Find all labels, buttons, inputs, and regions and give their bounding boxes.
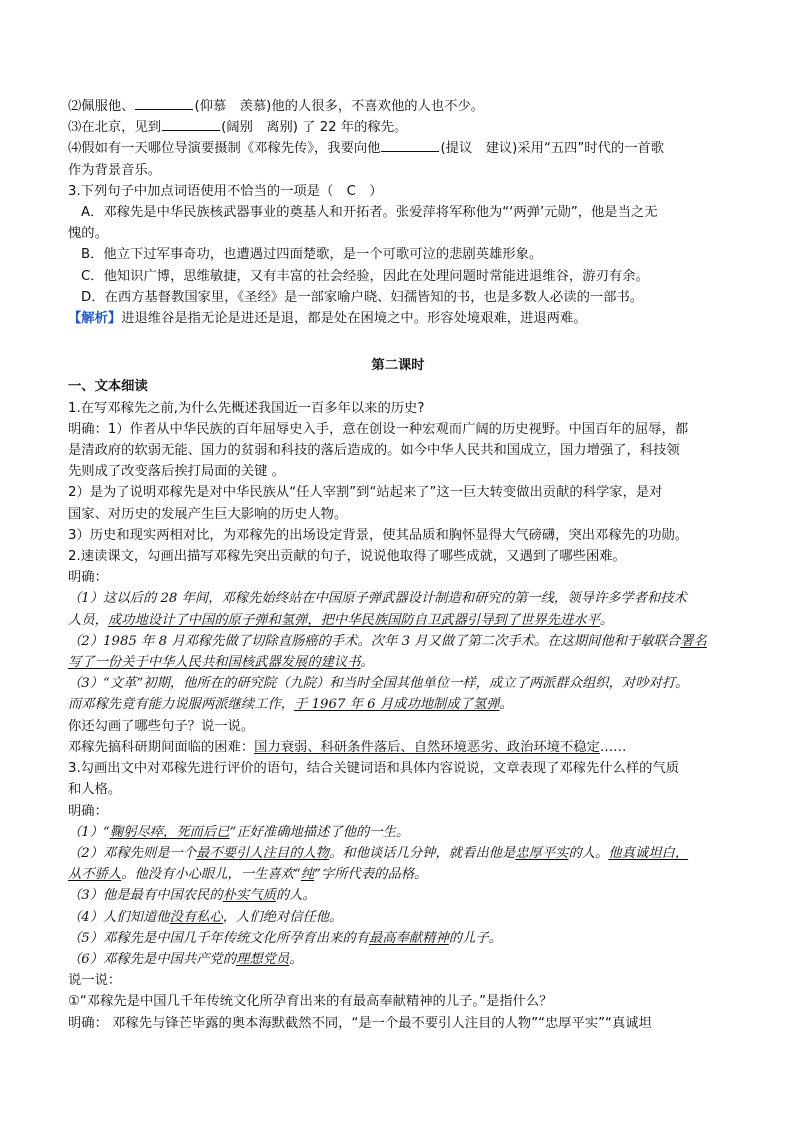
p3-eval-2b: 从不骄人。他没有小心眼儿，一生喜欢“纯”字所代表的品格。 — [68, 867, 428, 883]
p1-answer-2: 2）是为了说明邓稼先是对中华民族从“任人宰割”到“站起来了”这一巨大转变做出贡献的科学家，是对 — [68, 485, 663, 501]
p1-answer-1b: 是清政府的软弱无能、国力的贫弱和科技的落后造成的。如今中华人民共和国成立，国力增强了，科技领 — [68, 443, 680, 459]
p2-sentence-2: （2）1985 年 8 月邓稼先做了切除直肠癌的手术。次年 3 月又做了第二次手术。在这期间他和于敏联合署名 — [68, 633, 707, 649]
p2-sentence-1: （1）这以后的 28 年间，邓稼先始终站在中国原子弹武器设计制造和研究的第一线，领导许多学者和技术 — [68, 591, 687, 607]
p3-question: 3.勾画出文中对邓稼先进行评价的语句，结合关键词语和具体内容说说，文章表现了邓稼先什么样的气质 — [68, 761, 680, 777]
p3-eval-2: （2）邓稼先则是一个最不要引人注目的人物。和他谈话几分钟，就看出他是忠厚平实的人。他真诚坦白， — [68, 845, 689, 861]
p2-sentence-2b: 写了一份关于中华人民共和国核武器发展的建议书。 — [68, 655, 374, 671]
p1-answer-1: 明确：1）作者从中华民族的百年屈辱史入手，意在创设一种宏观而广阔的历史视野。中国百年的屈辱，都 — [68, 421, 689, 437]
section-heading: 一、文本细读 — [68, 379, 148, 395]
q3-option-b: B．他立下过军事奇功，也遭遇过四面楚歌，是一个可歌可泣的悲剧英雄形象。 — [81, 247, 543, 263]
p2-sentence-3b: 而邓稼先竟有能力说服两派继续工作，于 1967 年 6 月成功地制成了氢弹。 — [68, 697, 513, 713]
p2-ming: 明确： — [68, 570, 108, 586]
q3-option-a: A．邓稼先是中华民族核武器事业的奠基人和开拓者。张爱萍将军称他为“‘两弹’元勋”，他是当之无 — [81, 205, 658, 221]
q2-item4: ⑷假如有一天哪位导演要摄制《邓稼先传》，我要向他 (提议 建议)采用“五四”时代的一首歌 — [68, 141, 665, 157]
q3-analysis: 【解析】进退维谷是指无论是进还是退，都是处在困境之中。形容处境艰难，进退两难。 — [68, 311, 587, 327]
p1-answer-2b: 国家、对历史的发展产生巨大影响的历史人物。 — [68, 506, 348, 522]
q3-option-c: C．他知识广博，思维敏捷，又有丰富的社会经验，因此在处理问题时常能进退维谷，游刃有余。 — [81, 268, 649, 284]
p3-question-cont: 和人格。 — [68, 782, 122, 798]
p3-ming: 明确： — [68, 803, 108, 819]
say-answer: 明确： 邓稼先与锋芒毕露的奥本海默截然不同，“是一个最不要引人注目的人物”“忠厚平实”“真诚坦 — [68, 1015, 652, 1031]
analysis-label: 【解析】 — [68, 311, 122, 327]
lesson-title: 第二课时 — [371, 358, 425, 374]
p2-difficulties: 邓稼先搞科研期间面临的困难：国力衰弱、科研条件落后、自然环境恶劣、政治环境不稳定…… — [68, 739, 627, 755]
p1-question: 1.在写邓稼先之前,为什么先概述我国近一百多年以来的历史? — [68, 400, 425, 416]
blank-line — [135, 97, 193, 110]
q2-item4-cont: 作为背景音乐。 — [68, 162, 162, 178]
p3-eval-1: （1）“鞠躬尽瘁，死而后已”正好准确地描述了他的一生。 — [68, 824, 410, 840]
p2-sentence-1b: 人员，成功地设计了中国的原子弹和氢弹，把中华民族国防自卫武器引导到了世界先进水平。 — [68, 612, 614, 628]
p3-eval-3: （3）他是最有中国农民的朴实气质的人。 — [68, 888, 316, 904]
say-question: ①“邓稼先是中国几千年传统文化所孕育出来的有最高奉献精神的儿子。”是指什么？ — [68, 994, 553, 1010]
p1-answer-3: 3）历史和现实两相对比，为邓稼先的出场设定背景，使其品质和胸怀显得大气磅礴，突出邓稼先的功勋。 — [68, 527, 689, 543]
p2-sentence-3: （3）“文革”初期，他所在的研究院（九院）和当时全国其他单位一样，成立了两派群众组织，对吵对打。 — [68, 676, 689, 692]
p3-eval-4: （4）人们知道他没有私心，人们绝对信任他。 — [68, 909, 343, 925]
p1-answer-1c: 先则成了改变落后挨打局面的关键 。 — [68, 464, 285, 480]
p2-more: 你还勾画了哪些句子？说一说。 — [68, 718, 255, 734]
q3-option-a-cont: 愧的。 — [68, 226, 108, 242]
q3-stem: 3.下列句子中加点词语使用不恰当的一项是（ C ） — [68, 183, 383, 199]
p3-eval-5: （5）邓稼先是中国几千年传统文化所孕育出来的有最高奉献精神的儿子。 — [68, 930, 502, 946]
blank-line — [162, 118, 220, 131]
p2-question: 2.速读课文，勾画出描写邓稼先突出贡献的句子，说说他取得了哪些成就，又遇到了哪些困难。 — [68, 549, 626, 565]
p3-eval-6: （6）邓稼先是中国共产党的理想党员。 — [68, 951, 303, 967]
q2-item3: ⑶在北京，见到 (阔别 离别) 了 22 年的稼先。 — [68, 120, 408, 136]
document-page — [68, 96, 728, 1034]
blank-line — [381, 139, 439, 152]
say-heading: 说一说： — [68, 973, 122, 989]
q2-item2: ⑵佩服他、 (仰慕 羡慕)他的人很多，不喜欢他的人也不少。 — [68, 99, 485, 114]
q3-option-d: D．在西方基督教国家里，《圣经》是一部家喻户晓、妇孺皆知的书，也是多数人必读的一部书。 — [81, 289, 644, 305]
